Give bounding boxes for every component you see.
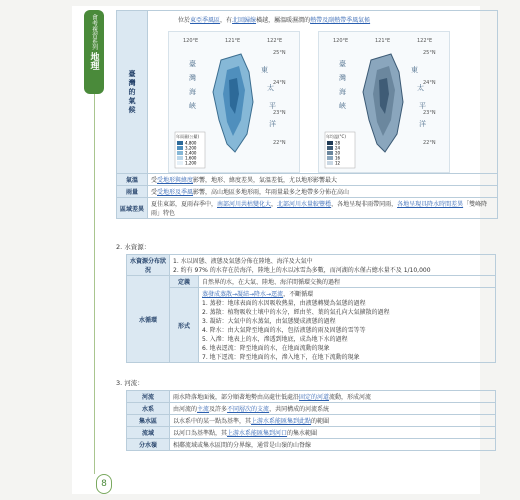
climate-row-regional: 區域差異 夏佳東部，夏雨春季中，南部河川共枯變化大，北部河川水量較豐穩，各地呈現非雨帶同雨，各地呈現具降水時間差異「雙峰降雨」特色	[117, 198, 498, 219]
basin-row: 流域 以河口為基準點，其上游水系能匯集到河口的集水範圍	[127, 427, 496, 439]
svg-text:25°N: 25°N	[423, 50, 436, 56]
svg-text:海: 海	[339, 88, 346, 96]
side-tab-title: 地理	[88, 52, 99, 70]
svg-text:24°N: 24°N	[273, 80, 286, 86]
climate-row-rainfall: 雨量 受受地形及季風影響，高山地區多地形雨，年雨量最多之地帶多分佈在高山	[117, 186, 498, 198]
svg-text:年均溫(°C): 年均溫(°C)	[326, 134, 346, 139]
section2-heading: 2. 水資源：	[116, 243, 151, 251]
svg-text:灣: 灣	[189, 74, 196, 82]
side-tab	[84, 10, 104, 94]
watershed-row: 分水嶺 相鄰流域或集水區間的分界線，通常是山嶺的山脊線	[127, 439, 496, 451]
svg-text:峽: 峽	[189, 102, 196, 110]
svg-text:灣: 灣	[339, 74, 346, 82]
temperature-map-svg	[319, 32, 449, 172]
svg-text:太: 太	[417, 84, 424, 92]
svg-text:25°N: 25°N	[273, 50, 286, 56]
rainfall-map	[168, 31, 300, 173]
water-dist-line-1: 1. 水以固態、液態及氣態分佈在陸地、海洋及大氣中	[173, 258, 313, 265]
svg-text:120°E: 120°E	[333, 38, 349, 44]
svg-text:平: 平	[269, 102, 276, 110]
svg-text:東: 東	[411, 66, 418, 74]
climate-row-label: 臺灣的氣候	[117, 11, 148, 174]
river-system-row: 水系 由河流的主流及許多不同層次的支流，共同構成的河流系統	[127, 403, 496, 415]
svg-text:洋: 洋	[419, 120, 426, 128]
svg-text:1,600: 1,600	[185, 155, 197, 161]
cycle-def-row: 水循環 定義 自然界的水，在大氣、陸地、海洋間循環交換的過程	[127, 276, 496, 288]
water-table	[126, 254, 496, 363]
svg-text:24°N: 24°N	[423, 80, 436, 86]
svg-text:2,400: 2,400	[185, 150, 197, 156]
svg-text:4,800: 4,800	[185, 140, 197, 146]
rainfall-map-svg	[169, 32, 299, 172]
svg-text:23°N: 23°N	[273, 110, 286, 116]
cycle-form-row: 形式 蒸發成蒸散→凝結→降水→逕流，不斷循環 1. 蒸發：地球表面的水因吸收熱量，由液態轉變為氣態的過程 2. 蒸散：植物吸收土壤中的水分，經由莖、葉的氣孔向大氣擴散的過程 3. 凝結：大氣中的水蒸氣，由氣態變成液態的過程 4. 降水：由大氣降至地面的水，包括液態的雨及固態的雪等等 5. 入滲：地表上的水，滲透到地底，成為地下水的過程 6. 地表逕流：降至地面的水，在地面流動的現象 7. 地下逕流：降至地面的水，滲入地下，在地下流動的現象	[127, 288, 496, 363]
svg-text:臺: 臺	[339, 60, 346, 68]
climate-table	[116, 10, 498, 219]
svg-text:12: 12	[335, 160, 341, 166]
svg-text:121°E: 121°E	[375, 38, 391, 44]
side-rail	[94, 94, 95, 474]
section3-heading: 3. 河流：	[116, 379, 144, 387]
svg-text:20: 20	[335, 150, 341, 156]
page-number: 8	[96, 474, 112, 494]
svg-text:3,200: 3,200	[185, 145, 197, 151]
svg-text:年雨量(公釐): 年雨量(公釐)	[176, 134, 200, 139]
climate-caption: 位於東亞季風區，有北回歸線橫越，屬溫暖濕潤的熱帶及副熱帶季風氣候	[178, 17, 371, 24]
svg-text:24: 24	[335, 145, 341, 151]
catchment-row: 集水區 以水系中的某一點為基準，其上游水系能匯集到此點的範圍	[127, 415, 496, 427]
climate-maps	[148, 11, 498, 174]
side-tab-small: 會考複習系列	[90, 14, 98, 50]
svg-text:1,200: 1,200	[185, 160, 197, 166]
svg-text:28: 28	[335, 140, 341, 146]
water-dist-row: 水資源分布狀況 1. 水以固態、液態及氣態分佈在陸地、海洋及大氣中 2. 約有 97% 的水存在於海洋，陸地上的水以冰雪為多數，而河湖的水僅占總水量不及 1/10,000	[127, 255, 496, 276]
svg-text:洋: 洋	[269, 120, 276, 128]
svg-text:太: 太	[267, 84, 274, 92]
svg-text:122°E: 122°E	[267, 38, 283, 44]
river-row: 河流 雨水降落地面後，部分順著地勢由高處往低處沿固定的河道流動，形成河流	[127, 391, 496, 403]
svg-text:峽: 峽	[339, 102, 346, 110]
river-table	[126, 390, 496, 451]
svg-text:16: 16	[335, 155, 341, 161]
svg-text:東: 東	[261, 66, 268, 74]
svg-text:平: 平	[419, 102, 426, 110]
svg-text:120°E: 120°E	[183, 38, 199, 44]
svg-text:22°N: 22°N	[273, 140, 286, 146]
climate-row-temperature: 氣溫 受受地形與緯度影響，地形、緯度差異，氣溫差低，尤以地形影響最大	[117, 174, 498, 186]
svg-text:121°E: 121°E	[225, 38, 241, 44]
svg-text:23°N: 23°N	[423, 110, 436, 116]
svg-text:海: 海	[189, 88, 196, 96]
svg-text:122°E: 122°E	[417, 38, 433, 44]
svg-text:臺: 臺	[189, 60, 196, 68]
water-dist-line-2: 2. 約有 97% 的水存在於海洋，陸地上的水以冰雪為多數，而河湖的水僅占總水量不及 1/10,000	[173, 267, 431, 274]
temperature-map	[318, 31, 450, 173]
svg-text:22°N: 22°N	[423, 140, 436, 146]
